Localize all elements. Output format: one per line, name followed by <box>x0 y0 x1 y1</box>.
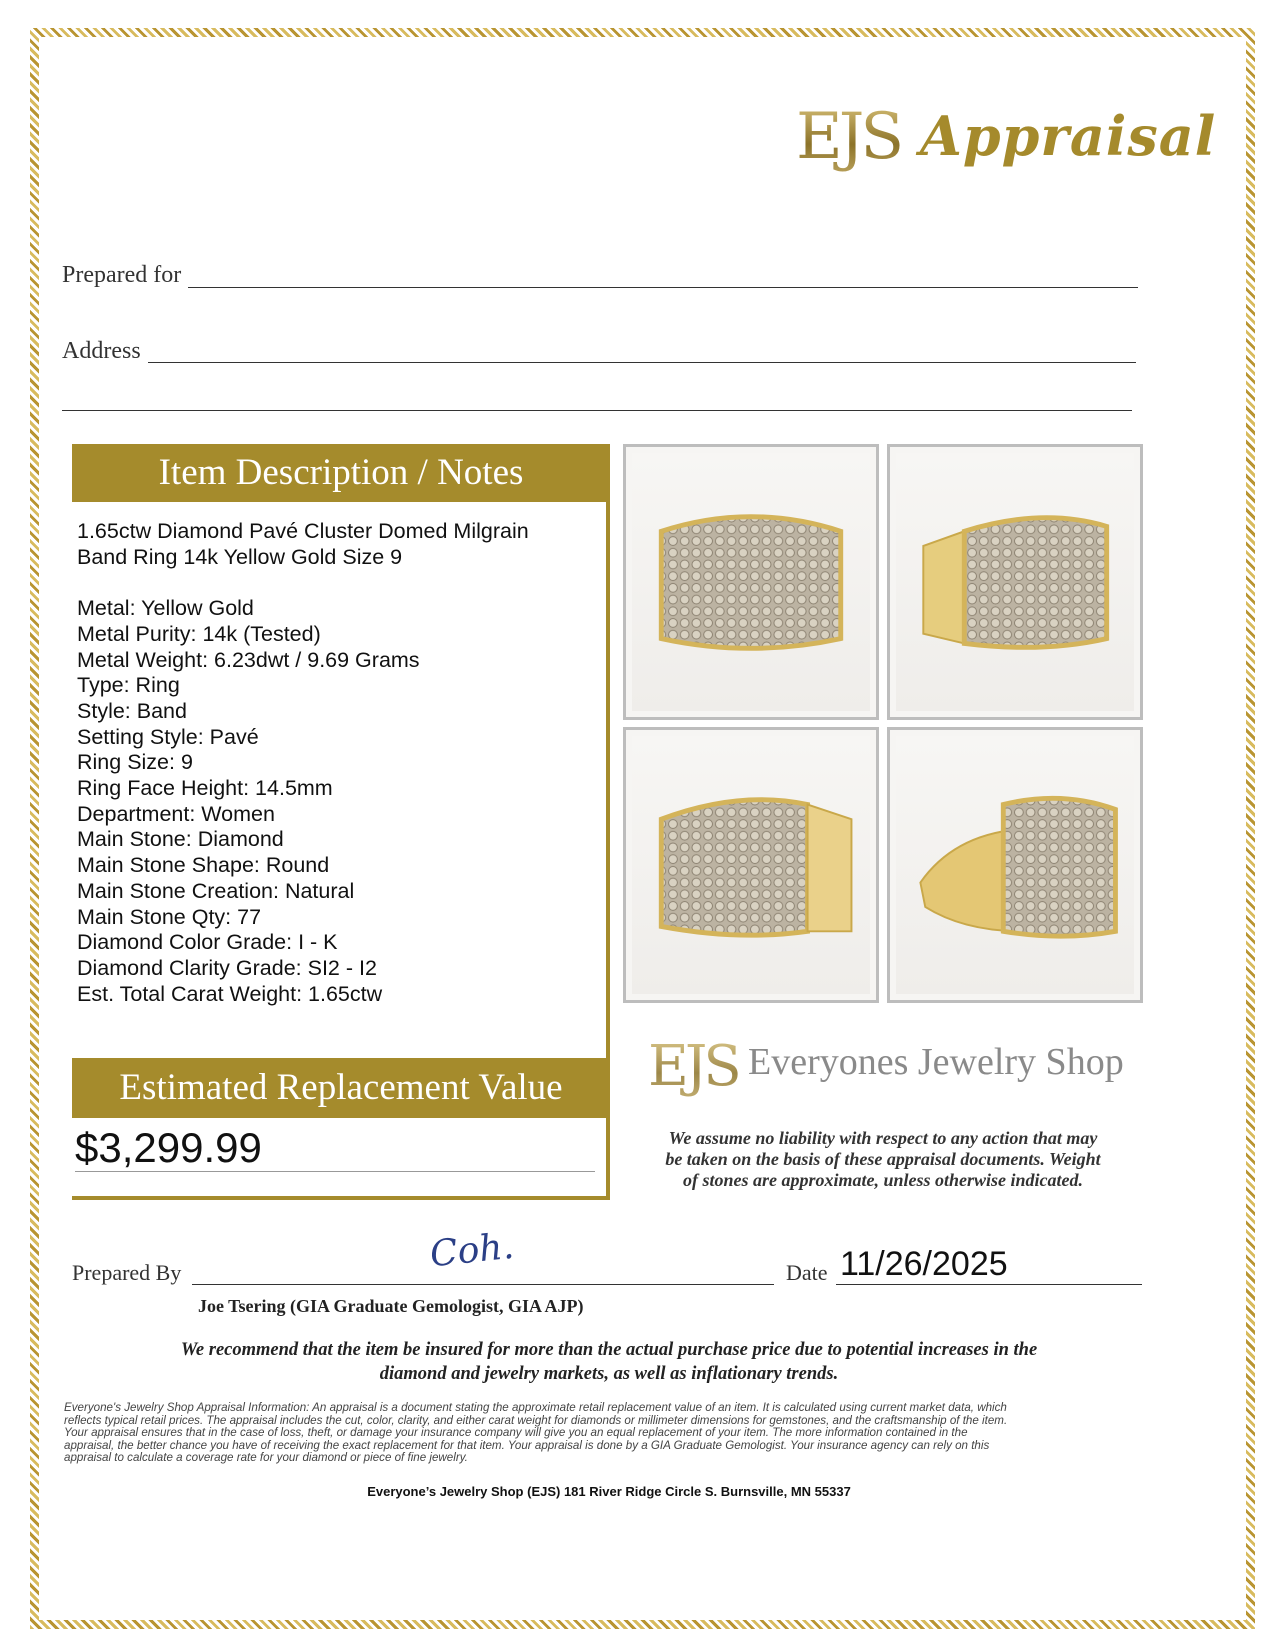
shop-name: Everyones Jewelry Shop <box>748 1041 1124 1083</box>
spec-line: Main Stone Shape: Round <box>77 853 330 878</box>
prepared-for-label: Prepared for <box>62 262 182 288</box>
date-value: 11/26/2025 <box>840 1245 1008 1283</box>
ring-photo-angle <box>887 444 1143 720</box>
shop-logo: EJS <box>648 1034 738 1099</box>
item-description-text <box>77 519 597 1007</box>
spec-line: Diamond Clarity Grade: SI2 - I2 <box>77 955 377 980</box>
recommendation-line: diamond and jewelry markets, as well as inflationary trends. <box>379 1364 839 1384</box>
spec-line: Setting Style: Pavé <box>77 724 259 749</box>
spec-line: Est. Total Carat Weight: 1.65ctw <box>77 981 383 1006</box>
item-title-line-1: 1.65ctw Diamond Pavé Cluster Domed Milgrain <box>77 519 529 543</box>
info-line: appraisal to calculate a coverage rate for your diamond or piece of fine jewelry. <box>64 1451 468 1465</box>
spec-line: Metal: Yellow Gold <box>77 596 254 621</box>
insurance-recommendation <box>62 1338 1156 1386</box>
date-label: Date <box>786 1260 828 1285</box>
ring-image <box>896 736 1134 994</box>
address-line-2[interactable] <box>62 410 1132 411</box>
ring-photo-profile <box>887 727 1143 1003</box>
spec-line: Main Stone Creation: Natural <box>77 878 355 903</box>
disclaimer-line: of stones are approximate, unless otherwise indicated. <box>682 1170 1084 1190</box>
replacement-value-amount: $3,299.99 <box>75 1124 262 1171</box>
spec-line: Diamond Color Grade: I - K <box>77 930 338 955</box>
ring-image <box>632 453 870 711</box>
spec-line: Department: Women <box>77 801 275 826</box>
info-line: appraisal, the better chance you have of receiving the exact replacement for that item. Your appraisal is done by a GIA Graduate Gemologist. Your insurance agency can rely on this <box>64 1438 990 1452</box>
spec-line: Type: Ring <box>77 673 180 698</box>
prepared-by-label: Prepared By <box>72 1260 182 1285</box>
appraisal-title: Appraisal <box>920 104 1217 168</box>
prepared-by-line[interactable] <box>192 1284 774 1285</box>
ring-photo-side <box>623 727 879 1003</box>
info-line: reflects typical retail prices. The appraisal includes the cut, color, clarity, and either carat weight for diamonds or millimeter dimensions for gemstones, and the craftsmanship of the item. <box>64 1413 1008 1427</box>
ring-photo-front <box>623 444 879 720</box>
info-line: Everyone's Jewelry Shop Appraisal Information: An appraisal is a document stating the approximate retail replacement value of an item. It is calculated using current market data, which <box>64 1402 1007 1414</box>
spec-line: Style: Band <box>77 698 187 723</box>
info-line: Your appraisal ensures that in the case of loss, theft, or damage your insurance company will give you an equal replacement of your item. The more information contained in the <box>64 1426 968 1440</box>
spec-line: Main Stone: Diamond <box>77 827 284 852</box>
replacement-value-heading: Estimated Replacement Value <box>72 1058 610 1118</box>
disclaimer-line: be taken on the basis of these appraisal documents. Weight <box>665 1149 1101 1169</box>
spec-line: Metal Weight: 6.23dwt / 9.69 Grams <box>77 647 420 672</box>
recommendation-line: We recommend that the item be insured for more than the actual purchase price due to potential increases in the <box>180 1340 1038 1360</box>
address-line-1[interactable] <box>148 362 1136 363</box>
liability-disclaimer <box>618 1128 1148 1191</box>
item-description-heading: Item Description / Notes <box>72 444 610 502</box>
item-title-line-2: Band Ring 14k Yellow Gold Size 9 <box>77 544 403 569</box>
address-label: Address <box>62 338 141 364</box>
disclaimer-line: We assume no liability with respect to any action that may <box>668 1128 1098 1148</box>
spec-line: Ring Size: 9 <box>77 750 193 775</box>
value-underline <box>75 1171 595 1172</box>
spec-line: Main Stone Qty: 77 <box>77 904 262 929</box>
ring-image <box>896 453 1134 711</box>
spec-line: Metal Purity: 14k (Tested) <box>77 621 321 646</box>
prepared-for-line[interactable] <box>188 287 1138 288</box>
spec-line: Ring Face Height: 14.5mm <box>77 776 333 801</box>
appraisal-info <box>64 1402 1158 1465</box>
date-line[interactable] <box>836 1284 1142 1285</box>
appraiser-name: Joe Tsering (GIA Graduate Gemologist, GIA AJP) <box>198 1296 584 1316</box>
signature: Coh. <box>428 1225 516 1276</box>
ring-image <box>632 736 870 994</box>
shop-address: Everyone’s Jewelry Shop (EJS) 181 River Ridge Circle S. Burnsville, MN 55337 <box>367 1484 851 1499</box>
ejs-logo: EJS <box>796 100 901 174</box>
